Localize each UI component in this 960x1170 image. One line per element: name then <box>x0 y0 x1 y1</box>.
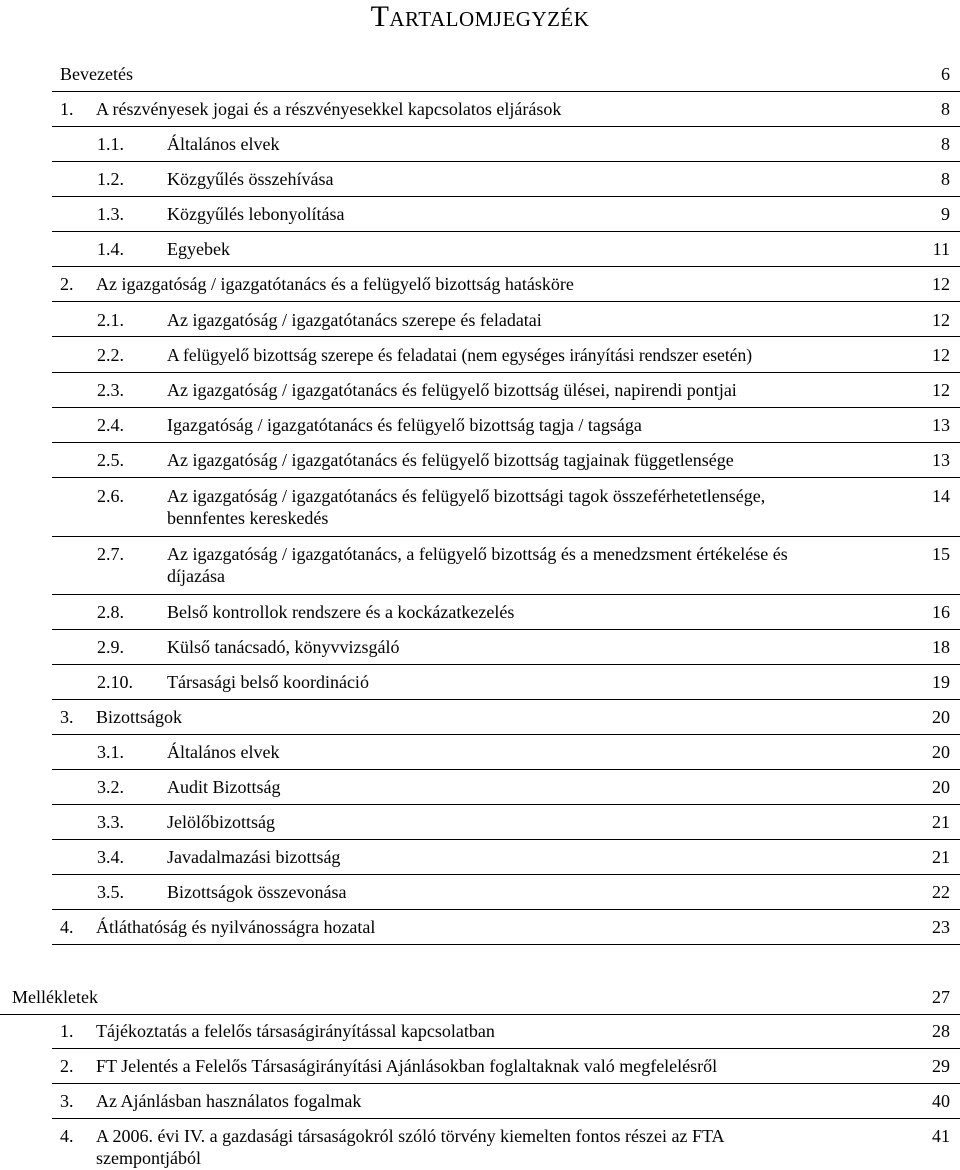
toc-entry[interactable] <box>97 414 950 436</box>
toc-entry-page: 21 <box>932 812 950 832</box>
divider <box>52 477 960 478</box>
toc-entry-title: Bizottságok <box>96 707 182 727</box>
toc-entry-page: 16 <box>932 602 950 622</box>
toc-entry[interactable] <box>97 344 950 366</box>
divider <box>52 231 960 232</box>
divider <box>52 196 960 197</box>
toc-entry[interactable] <box>97 636 950 658</box>
toc-entry-number: 3.1. <box>97 742 124 762</box>
toc-entry-page: 8 <box>941 134 950 154</box>
toc-entry-page: 23 <box>932 917 950 937</box>
toc-entry-title: Tájékoztatás a felelős társaságirányítással kapcsolatban <box>96 1021 495 1041</box>
toc-entry[interactable] <box>97 238 950 260</box>
divider <box>52 372 960 373</box>
divider <box>52 629 960 630</box>
divider <box>52 944 960 945</box>
toc-entry-title: Átláthatóság és nyilvánosságra hozatal <box>96 917 376 937</box>
divider <box>52 874 960 875</box>
divider <box>52 1048 960 1049</box>
divider <box>52 336 960 337</box>
toc-entry-title: Az igazgatóság / igazgatótanács szerepe és feladatai <box>167 310 542 330</box>
toc-entry-page: 12 <box>932 380 950 400</box>
divider <box>52 161 960 162</box>
toc-entry-number: 3. <box>60 707 74 727</box>
divider <box>52 664 960 665</box>
toc-entry-page: 15 <box>932 544 950 564</box>
toc-entry-number: 3.5. <box>97 882 124 902</box>
toc-entry-number: 4. <box>60 917 74 937</box>
divider <box>52 442 960 443</box>
toc-entry[interactable] <box>60 1020 950 1042</box>
toc-entry[interactable] <box>97 379 950 401</box>
toc-entry-page: 28 <box>932 1021 950 1041</box>
toc-entry-page: 20 <box>932 707 950 727</box>
toc-entry-number: 2.1. <box>97 310 124 330</box>
toc-entry[interactable] <box>97 203 950 225</box>
toc-entry-page: 14 <box>932 486 950 506</box>
toc-entry-page: 12 <box>932 345 950 365</box>
toc-entry-number: 2.5. <box>97 450 124 470</box>
toc-entry[interactable] <box>60 1125 950 1169</box>
toc-entry-title: Az Ajánlásban használatos fogalmak <box>96 1091 362 1111</box>
toc-entry[interactable] <box>60 916 950 938</box>
toc-entry-page: 6 <box>941 64 950 84</box>
toc-entry-number: 1. <box>60 99 74 119</box>
toc-entry-title: Általános elvek <box>167 742 280 762</box>
divider <box>52 769 960 770</box>
toc-entry-title: Audit Bizottság <box>167 777 281 797</box>
divider <box>52 407 960 408</box>
toc-entry-number: 2.7. <box>97 544 124 564</box>
toc-entry-title: Igazgatóság / igazgatótanács és felügyelő bizottság tagja / tagsága <box>167 415 642 435</box>
toc-entry-title: Javadalmazási bizottság <box>167 847 341 867</box>
toc-entry[interactable] <box>60 63 950 85</box>
divider <box>52 126 960 127</box>
toc-entry[interactable] <box>97 671 950 693</box>
toc-entry-title: A részvényesek jogai és a részvényesekkel kapcsolatos eljárások <box>96 99 562 119</box>
toc-entry-page: 13 <box>932 450 950 470</box>
toc-entry[interactable] <box>97 449 950 471</box>
divider <box>52 91 960 92</box>
toc-entry[interactable] <box>60 1055 950 1077</box>
toc-entry-page: 9 <box>941 204 950 224</box>
divider <box>52 839 960 840</box>
toc-entry-title: A 2006. évi IV. a gazdasági társaságokról szóló törvény kiemelten fontos részei az FTA szempontjából <box>96 1126 724 1168</box>
page-title: Tartalomjegyzék <box>370 0 590 33</box>
toc-entry-number: 2.6. <box>97 486 124 506</box>
divider <box>0 1014 960 1015</box>
toc-entry-page: 21 <box>932 847 950 867</box>
divider <box>52 1118 960 1119</box>
toc-entry-title: Külső tanácsadó, könyvvizsgáló <box>167 637 400 657</box>
toc-entry-title: A felügyelő bizottság szerepe és feladatai (nem egységes irányítási rendszer esetén) <box>167 345 753 365</box>
toc-entry[interactable] <box>97 309 950 331</box>
toc-entry-number: 1.1. <box>97 134 124 154</box>
toc-entry[interactable] <box>97 881 950 903</box>
toc-entry-page: 41 <box>932 1126 950 1146</box>
toc-entry-page: 19 <box>932 672 950 692</box>
toc-entry-page: 13 <box>932 415 950 435</box>
toc-entry-number: 3.3. <box>97 812 124 832</box>
toc-entry-title: Általános elvek <box>167 134 280 154</box>
toc-entry-number: 1.4. <box>97 239 124 259</box>
toc-entry[interactable] <box>97 601 950 623</box>
toc-entry-number: 3.2. <box>97 777 124 797</box>
toc-entry[interactable] <box>97 846 950 868</box>
toc-entry-number: 2.10. <box>97 672 133 692</box>
toc-entry-page: 12 <box>932 310 950 330</box>
toc-entry-page: 27 <box>932 987 950 1007</box>
divider <box>52 266 960 267</box>
toc-entry[interactable] <box>97 485 950 531</box>
toc-entry[interactable] <box>60 98 950 120</box>
toc-entry-title: Az igazgatóság / igazgatótanács és felügyelő bizottság ülései, napirendi pontjai <box>167 380 737 400</box>
toc-entry-title: Bevezetés <box>60 64 133 84</box>
toc-entry-title: Mellékletek <box>12 987 98 1007</box>
toc-entry[interactable] <box>97 776 950 798</box>
toc-entry-number: 3.4. <box>97 847 124 867</box>
toc-entry-number: 2.9. <box>97 637 124 657</box>
toc-entry-page: 8 <box>941 99 950 119</box>
toc-entry[interactable] <box>60 273 950 295</box>
toc-entry-title: Belső kontrollok rendszere és a kockázatkezelés <box>167 602 515 622</box>
toc-entry-title: Az igazgatóság / igazgatótanács és felügyelő bizottság tagjainak függetlensége <box>167 450 734 470</box>
toc-entry-title: Az igazgatóság / igazgatótanács és felügyelő bizottsági tagok összeférhetetlensége, bennfentes kereskedés <box>167 486 766 528</box>
toc-entry-number: 1.3. <box>97 204 124 224</box>
toc-entry[interactable] <box>97 543 950 589</box>
toc-entry[interactable] <box>97 168 950 190</box>
toc-entry-number: 2. <box>60 274 74 294</box>
toc-entry-title: Társasági belső koordináció <box>167 672 369 692</box>
toc-entry-title: Közgyűlés összehívása <box>167 169 334 189</box>
toc-entry-title: Az igazgatóság / igazgatótanács és a felügyelő bizottság hatásköre <box>96 274 574 294</box>
divider <box>52 536 960 537</box>
toc-entry-number: 3. <box>60 1091 74 1111</box>
divider <box>52 734 960 735</box>
toc-entry-page: 22 <box>932 882 950 902</box>
toc-entry-page: 40 <box>932 1091 950 1111</box>
toc-entry-number: 2.8. <box>97 602 124 622</box>
toc-entry-number: 2.3. <box>97 380 124 400</box>
toc-entry[interactable] <box>97 811 950 833</box>
toc-entry-page: 18 <box>932 637 950 657</box>
divider <box>52 594 960 595</box>
toc-entry[interactable] <box>60 706 950 728</box>
toc-entry-number: 4. <box>60 1126 74 1146</box>
toc-entry[interactable] <box>12 986 950 1008</box>
toc-entry[interactable] <box>60 1090 950 1112</box>
divider <box>52 909 960 910</box>
toc-entry-number: 1.2. <box>97 169 124 189</box>
divider <box>52 1083 960 1084</box>
toc-entry-title: Jelölőbizottság <box>167 812 275 832</box>
divider <box>52 699 960 700</box>
toc-entry-title: Egyebek <box>167 239 230 259</box>
toc-entry-title: FT Jelentés a Felelős Társaságirányítási Ajánlásokban foglaltaknak való megfelelésről <box>96 1056 718 1076</box>
divider <box>52 804 960 805</box>
toc-entry[interactable] <box>97 741 950 763</box>
toc-entry-title: Bizottságok összevonása <box>167 882 347 902</box>
toc-entry-page: 11 <box>932 239 950 259</box>
toc-entry[interactable] <box>97 133 950 155</box>
toc-entry-page: 29 <box>932 1056 950 1076</box>
toc-entry-number: 1. <box>60 1021 74 1041</box>
toc-entry-number: 2.2. <box>97 345 124 365</box>
divider <box>52 301 960 302</box>
toc-entry-page: 8 <box>941 169 950 189</box>
toc-entry-title: Közgyűlés lebonyolítása <box>167 204 345 224</box>
toc-entry-page: 20 <box>932 777 950 797</box>
toc-entry-number: 2.4. <box>97 415 124 435</box>
toc-entry-title: Az igazgatóság / igazgatótanács, a felügyelő bizottság és a menedzsment értékelése és díjazása <box>167 544 788 586</box>
toc-entry-page: 20 <box>932 742 950 762</box>
toc-entry-number: 2. <box>60 1056 74 1076</box>
toc-entry-page: 12 <box>932 274 950 294</box>
